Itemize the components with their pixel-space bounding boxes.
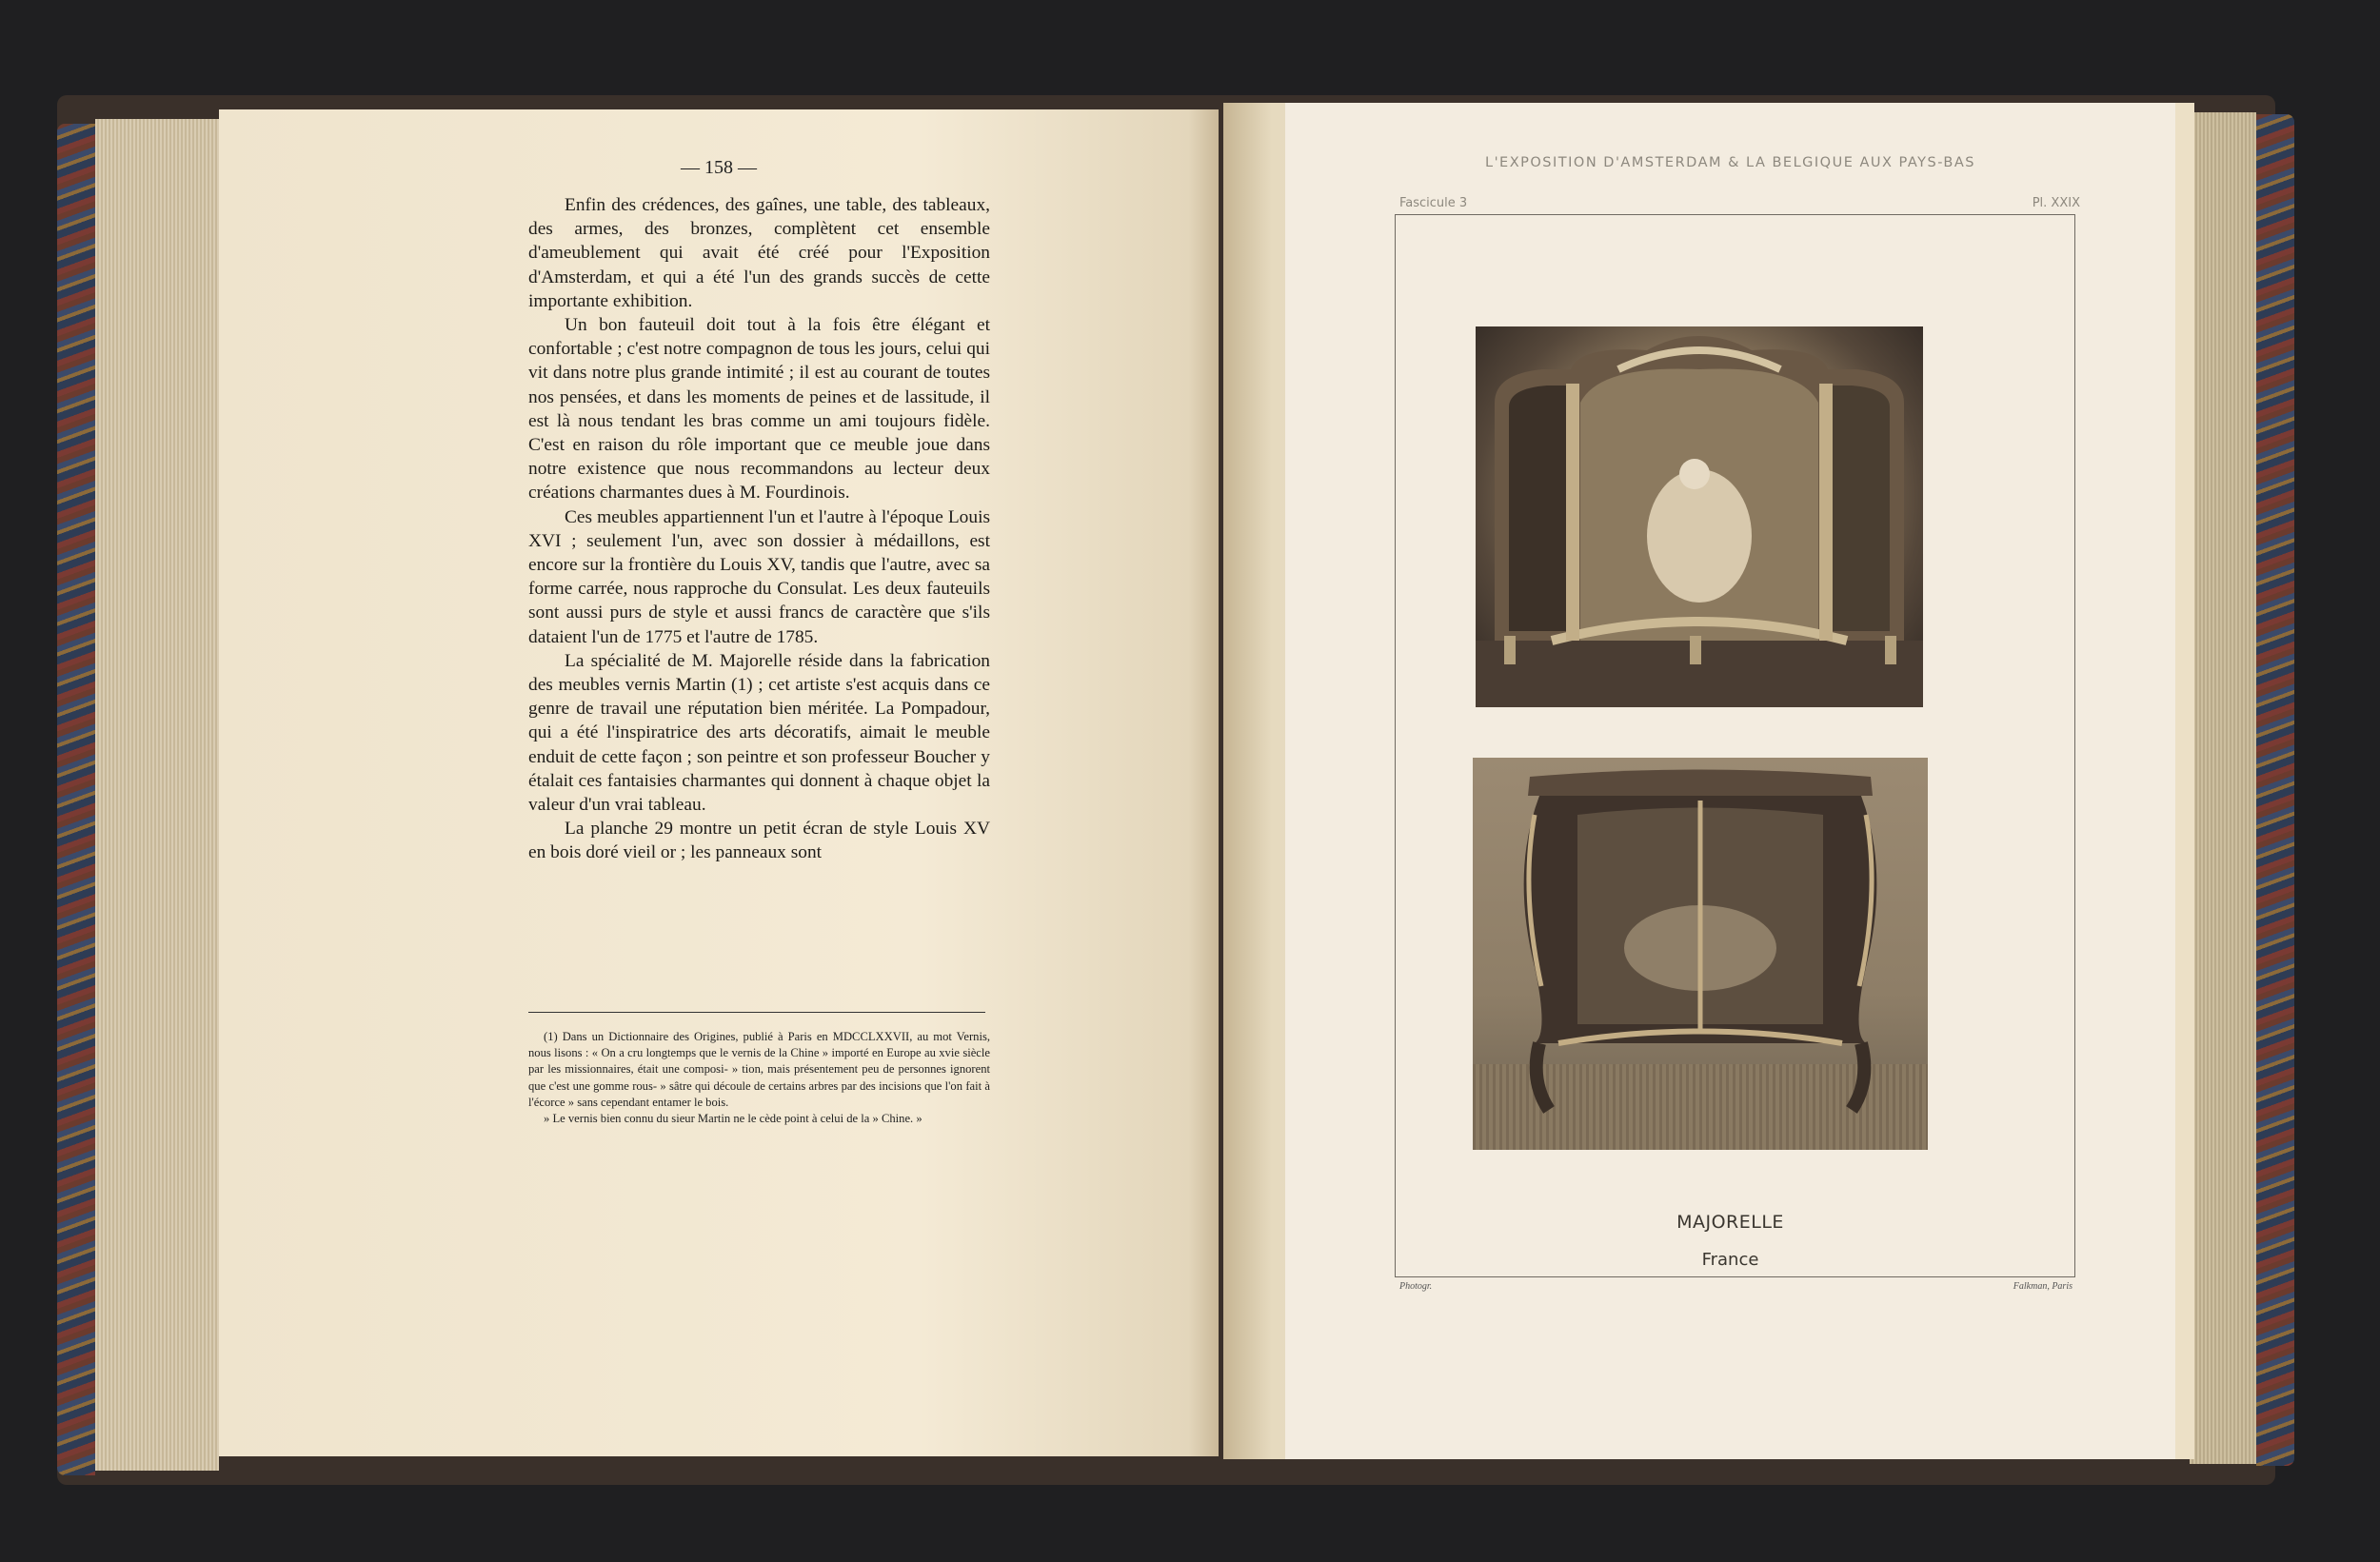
page-stack-left: [95, 119, 219, 1471]
country-label: France: [1701, 1250, 1759, 1270]
folding-screen-illustration: [1476, 326, 1923, 707]
footnotes: [528, 1029, 990, 1127]
printer-credit: Falkman, Paris: [2013, 1281, 2073, 1292]
footnote: » Le vernis bien connu du sieur Martin ne le cède point à celui de la » Chine. »: [544, 1112, 922, 1126]
plate-number: Pl. XXIX: [2032, 196, 2080, 210]
paragraph: Enfin des crédences, des gaînes, une table, des tableaux, des armes, des bronzes, complètent cet ensemble d'ameublement qui avait été créé pour l'Exposition d'Amsterdam, et qui a été l'un des grands succès de cette importante exhibition.: [528, 195, 990, 311]
plate-title: L'EXPOSITION D'AMSTERDAM & LA BELGIQUE AUX PAYS-BAS: [1484, 155, 1975, 170]
body-text: [528, 193, 990, 865]
page-number: — 158 —: [681, 157, 757, 178]
page-stack-right: [2190, 112, 2256, 1464]
paragraph: Un bon fauteuil doit tout à la fois être élégant et confortable ; c'est notre compagnon de tous les jours, celui qui vit dans notre plus grande intimité ; il est au courant de toutes nos pensées, et dans les moments de peines et de lassitude, il est là nous tendant les bras comme un ami toujours fidèle. C'est en raison du rôle important que ce meuble joue dans notre existence que nous recommandons au lecteur deux créations charmantes dues à M. Fourdinois.: [528, 315, 990, 504]
footnote-rule: [528, 1012, 985, 1013]
footnote: (1) Dans un Dictionnaire des Origines, publié à Paris en MDCCLXXVII, au mot Vernis, nous lisons : « On a cru longtemps que le vernis de la Chine » importé en Europe au xvie siècle par les missionnaires, était une composi- » tion, mais présentement peu de personnes ignorent que c'est une gomme rous- » sâtre qui découle de certains arbres par des incisions que l'on fait à l'écorce » sans cependant entamer le bois.: [528, 1030, 990, 1109]
paragraph: La planche 29 montre un petit écran de style Louis XV en bois doré vieil or ; les panneaux sont: [528, 819, 990, 863]
folding-screen-photo: [1476, 326, 1923, 707]
paragraph: Ces meubles appartiennent l'un et l'autre à l'époque Louis XVI ; seulement l'un, avec son dossier à médaillons, est encore sur la frontière du Louis XV, tandis que l'autre, avec sa forme carrée, nous rapproche du Consulat. Les deux fauteuils sont aussi purs de style et aussi francs de caractère que s'ils dataient l'un de 1775 et l'autre de 1785.: [528, 506, 990, 647]
marbled-edge-right: [2256, 114, 2294, 1466]
left-page: [219, 109, 1219, 1456]
maker-name: MAJORELLE: [1676, 1212, 1784, 1233]
marbled-edge-left: [57, 124, 95, 1475]
paragraph: La spécialité de M. Majorelle réside dans la fabrication des meubles vernis Martin (1) ; cet artiste s'est acquis dans ce genre de travail une réputation bien méritée. La Pompadour, qui a été l'inspiratrice des arts décoratifs, aimait le meuble enduit de cette façon ; son peintre et son professeur Boucher y étalait ces fantaisies charmantes qui donnent à chaque objet la valeur d'un vrai tableau.: [528, 650, 990, 816]
plate-sheet: [1285, 103, 2175, 1459]
right-page: [1223, 103, 2194, 1459]
commode-photo: [1473, 758, 1928, 1150]
photo-credit: Photogr.: [1399, 1281, 1433, 1292]
fascicule-label: Fascicule 3: [1399, 196, 1468, 210]
commode-illustration: [1473, 758, 1928, 1150]
